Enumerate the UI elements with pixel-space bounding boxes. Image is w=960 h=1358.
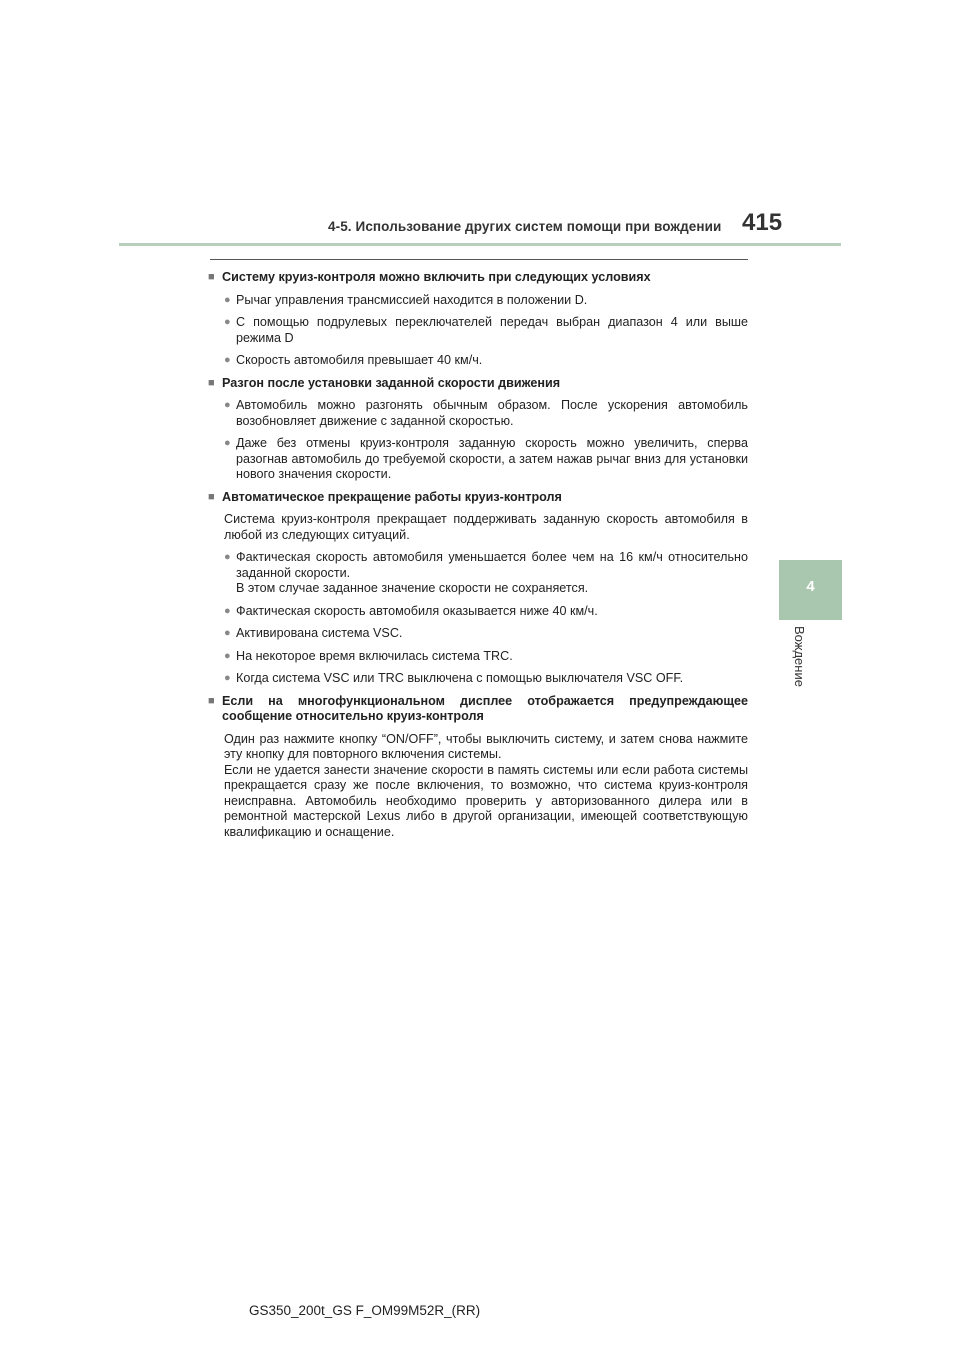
circle-bullet-icon: ● — [224, 672, 231, 684]
section-acceleration-after-set — [208, 376, 748, 483]
section-cruise-enable-conditions — [208, 270, 748, 369]
square-bullet-icon: ■ — [208, 694, 215, 707]
circle-bullet-icon: ● — [224, 627, 231, 639]
list-item-text-main: Фактическая скорость автомобиля уменьшается более чем на 16 км/ч относительно заданной скорости. — [236, 550, 748, 580]
paragraph-text: Один раз нажмите кнопку “ON/OFF”, чтобы выключить систему, и затем снова нажмите эту кнопку для повторного включения системы. — [224, 731, 748, 761]
chapter-tab — [779, 560, 842, 620]
page-number: 415 — [742, 209, 783, 236]
chapter-tab-number: 4 — [806, 578, 815, 595]
list-item — [224, 626, 748, 642]
chapter-tab-label: Вождение — [792, 626, 807, 687]
square-bullet-icon: ■ — [208, 376, 215, 389]
section-heading-text: Разгон после установки заданной скорости движения — [222, 375, 561, 390]
document-code-footer: GS350_200t_GS F_OM99M52R_(RR) — [249, 1303, 481, 1318]
list-item-note: В этом случае заданное значение скорости не сохраняется. — [236, 581, 589, 595]
list-item — [224, 550, 748, 597]
list-item-text: Даже без отмены круиз-контроля заданную скорость можно увеличить, сперва разогнав автомобиль до требуемой скорости, а затем нажав рычаг вниз для установки нового значения скорости. — [236, 436, 748, 481]
list-item-text: Когда система VSC или TRC выключена с помощью выключателя VSC OFF. — [236, 671, 684, 685]
circle-bullet-icon: ● — [224, 316, 231, 328]
circle-bullet-icon: ● — [224, 437, 231, 449]
section-heading — [208, 694, 748, 725]
list-item — [224, 398, 748, 429]
circle-bullet-icon: ● — [224, 399, 231, 411]
content-top-rule — [210, 259, 748, 260]
list-item-text — [236, 550, 748, 597]
list-item — [224, 436, 748, 483]
list-item-text: Скорость автомобиля превышает 40 км/ч. — [236, 353, 483, 367]
page-content — [208, 270, 748, 847]
square-bullet-icon: ■ — [208, 271, 215, 283]
list-item-text: На некоторое время включилась система TRC. — [236, 648, 513, 663]
circle-bullet-icon: ● — [224, 293, 231, 306]
section-paragraph — [224, 732, 748, 841]
list-item — [224, 315, 748, 346]
list-item-text: Автомобиль можно разгонять обычным образом. После ускорения автомобиль возобновляет движение с заданной скоростью. — [236, 398, 748, 428]
paragraph-text: Если не удается занести значение скорости в память системы или если работа системы прекращается сразу же после включения, то возможно, что система круиз-контроля неисправна. Автомобиль необходимо проверить у авторизованного дилера или в ремонтной мастерской Lexus либо в другой организации, имеющей соответствующую квалификацию и оснащение. — [224, 762, 748, 839]
list-item-text: Рычаг управления трансмиссией находится в положении D. — [236, 292, 588, 307]
square-bullet-icon: ■ — [208, 490, 215, 503]
section-heading — [208, 376, 748, 392]
list-item-text: С помощью подрулевых переключателей передач выбран диапазон 4 или выше режима D — [236, 315, 748, 345]
section-automatic-cancel — [208, 490, 748, 687]
section-heading — [208, 270, 748, 286]
list-item-text: Фактическая скорость автомобиля оказывается ниже 40 км/ч. — [236, 603, 598, 618]
list-item — [224, 604, 748, 620]
section-intro: Система круиз-контроля прекращает поддерживать заданную скорость автомобиля в любой из следующих ситуаций. — [224, 512, 748, 542]
section-warning-message — [208, 694, 748, 841]
section-heading-text: Автоматическое прекращение работы круиз-контроля — [222, 489, 562, 504]
header-divider — [119, 243, 841, 246]
circle-bullet-icon: ● — [224, 649, 231, 662]
list-item-text: Активирована система VSC. — [236, 626, 403, 640]
list-item — [224, 649, 748, 665]
section-heading-text: Систему круиз-контроля можно включить при следующих условиях — [222, 270, 651, 284]
list-item — [224, 353, 748, 369]
circle-bullet-icon: ● — [224, 604, 231, 617]
running-header-title: 4-5. Использование других систем помощи при вождении — [328, 219, 722, 234]
section-heading-text: Если на многофункциональном дисплее отображается предупреждающее сообщение относительно круиз-контроля — [222, 693, 748, 723]
circle-bullet-icon: ● — [224, 551, 231, 563]
circle-bullet-icon: ● — [224, 354, 231, 366]
section-heading — [208, 490, 748, 506]
list-item — [224, 671, 748, 687]
list-item — [224, 293, 748, 309]
